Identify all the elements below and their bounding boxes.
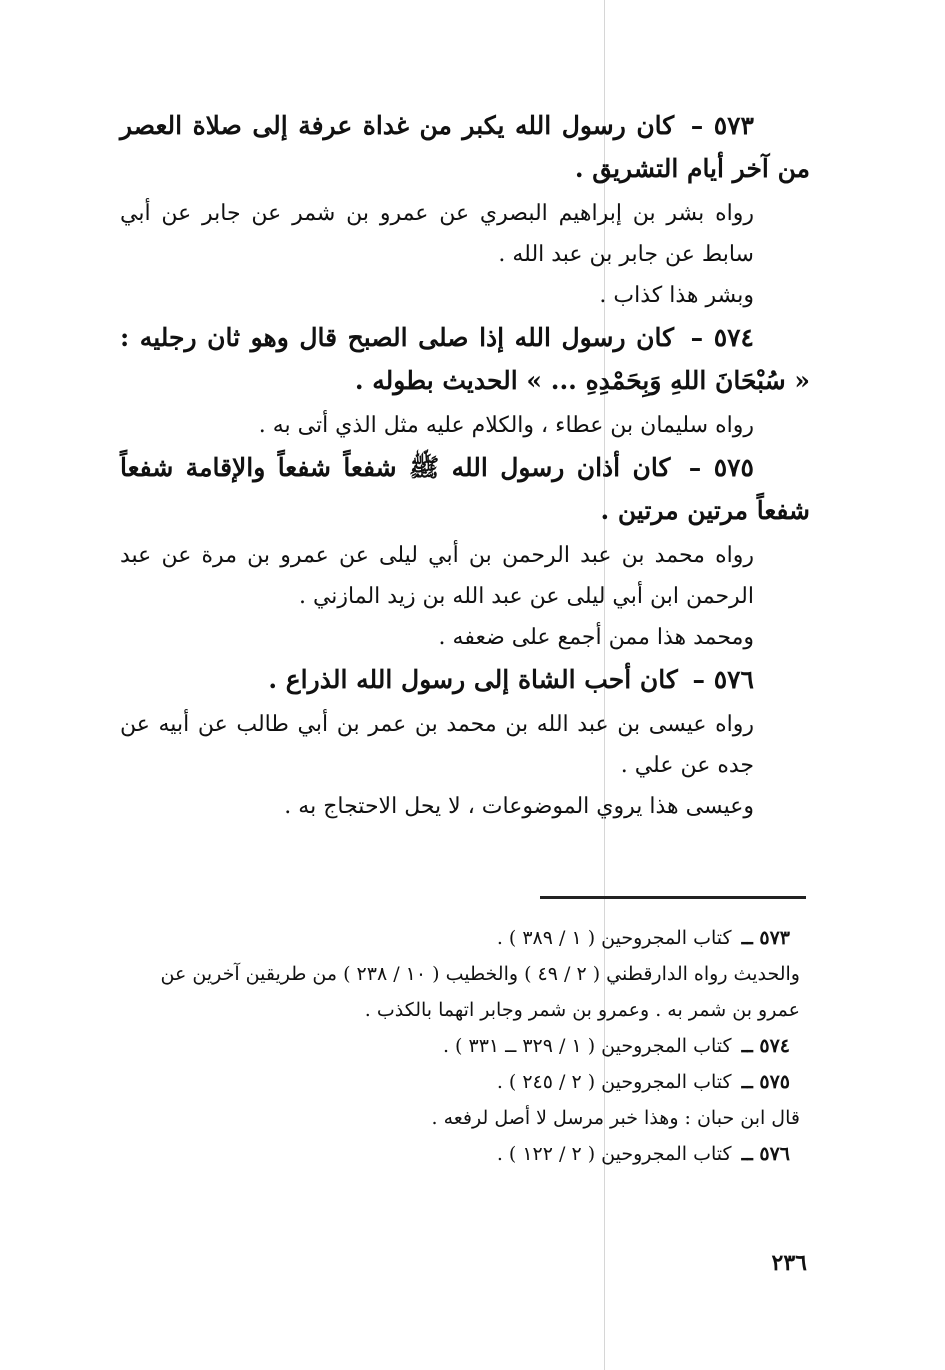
footnote-separator (540, 896, 806, 899)
narration-comment: ومحمد هذا ممن أجمع على ضعفه . (438, 625, 754, 650)
hadith-text (120, 104, 810, 190)
hadith-text (120, 658, 810, 701)
footnote (130, 1136, 810, 1172)
footnote-text: والحديث رواه الدارقطني ( ٢ / ٤٩ ) والخطيب ( ١٠ / ٢٣٨ ) من طريقين آخرين عن عمرو بن شمر به . وعمرو بن شمر وجابر اتهما بالكذب . (160, 963, 800, 1021)
narration-comment: وبشر هذا كذاب . (599, 283, 754, 308)
page-number: ٢٣٦ (771, 1250, 807, 1276)
footnote (130, 1100, 810, 1136)
hadith-entry (120, 446, 810, 658)
hadith-number: ٥٧٥ – (688, 453, 754, 482)
footnote-number: ٥٧٤ ــ (741, 1035, 790, 1057)
footnote (130, 1064, 810, 1100)
footnote (130, 956, 810, 1028)
footnote (130, 1028, 810, 1064)
hadith-body: كان رسول الله إذا صلى الصبح قال وهو ثان رجليه : « سُبْحَانَ اللهِ وَبِحَمْدِهِ ... » الحديث بطوله . (120, 323, 810, 395)
main-text (120, 104, 810, 827)
hadith-entry (120, 104, 810, 316)
hadith-body: كان رسول الله يكبر من غداة عرفة إلى صلاة العصر من آخر أيام التشريق . (120, 111, 810, 183)
hadith-body: كان أحب الشاة إلى رسول الله الذراع . (268, 665, 678, 694)
footnote-number: ٥٧٣ ــ (741, 927, 790, 949)
footnote-number: ٥٧٥ ــ (741, 1071, 790, 1093)
footnote-text: كتاب المجروحين ( ٢ / ٢٤٥ ) . (496, 1071, 732, 1093)
narration-text: رواه عيسى بن عبد الله بن محمد بن عمر بن أبي طالب عن أبيه عن جده عن علي . (120, 712, 754, 778)
narration-text: رواه سليمان بن عطاء ، والكلام عليه مثل الذي أتى به . (258, 413, 754, 438)
footnote-text: كتاب المجروحين ( ١ / ٣٢٩ ــ ٣٣١ ) . (442, 1035, 732, 1057)
hadith-entry (120, 658, 810, 827)
narration-comment: وعيسى هذا يروي الموضوعات ، لا يحل الاحتجاج به . (284, 794, 754, 819)
hadith-entry (120, 316, 810, 446)
hadith-number: ٥٧٣ – (690, 111, 754, 140)
footnote-text: كتاب المجروحين ( ١ / ٣٨٩ ) . (496, 927, 732, 949)
footnote (130, 920, 810, 956)
hadith-text (120, 316, 810, 402)
narration-text: رواه بشر بن إبراهيم البصري عن عمرو بن شمر عن جابر عن أبي سابط عن جابر بن عبد الله . (120, 201, 754, 267)
footnote-number: ٥٧٦ ــ (741, 1143, 790, 1165)
hadith-body: كان أذان رسول الله ﷺ شفعاً شفعاً والإقامة شفعاً شفعاً مرتين مرتين . (120, 453, 810, 525)
hadith-text (120, 446, 810, 532)
footnotes (130, 920, 810, 1172)
hadith-number: ٥٧٦ – (692, 665, 754, 694)
footnote-text: كتاب المجروحين ( ٢ / ١٢٢ ) . (496, 1143, 732, 1165)
narration-text: رواه محمد بن عبد الرحمن بن أبي ليلى عن عمرو بن مرة عن عبد الرحمن ابن أبي ليلى عن عبد الله بن زيد المازني . (120, 543, 754, 609)
hadith-number: ٥٧٤ – (690, 323, 754, 352)
footnote-text: قال ابن حبان : وهذا خبر مرسل لا أصل لرفعه . (431, 1107, 800, 1129)
